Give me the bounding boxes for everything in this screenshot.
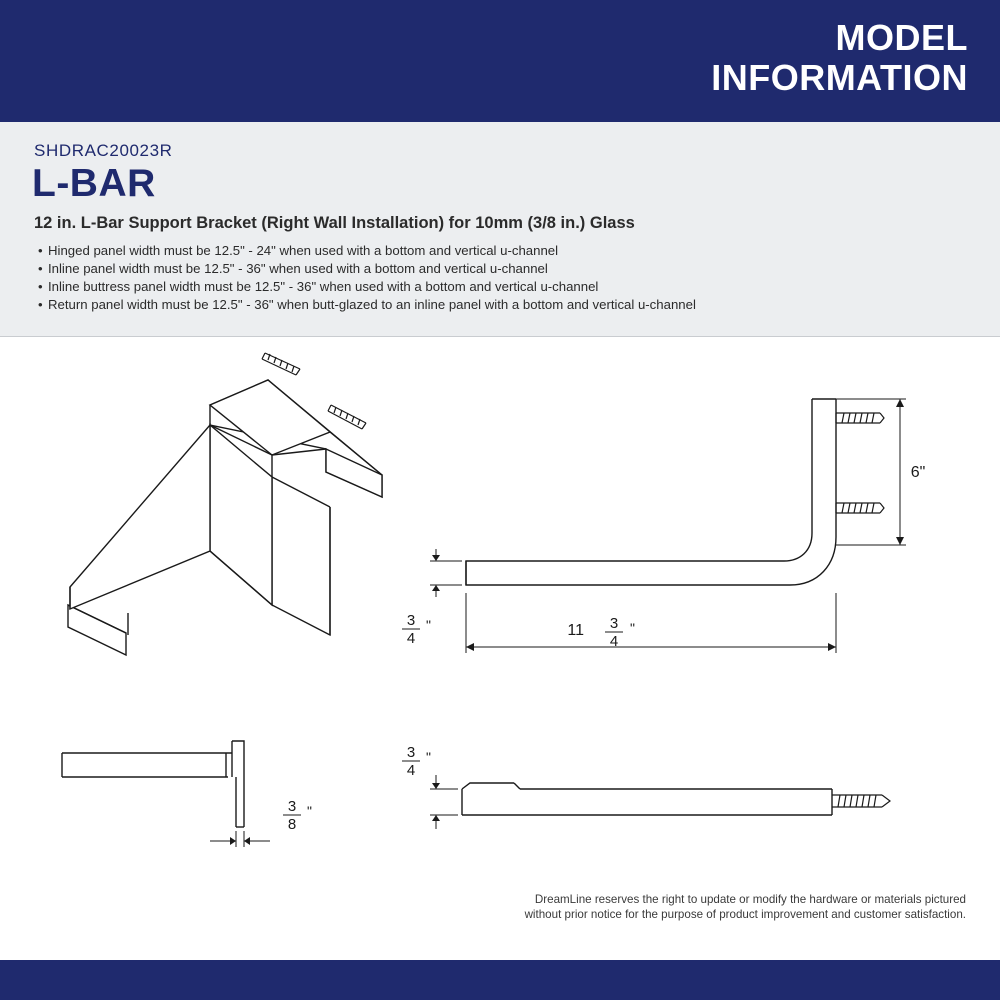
dimension-label-plan	[402, 744, 431, 779]
dimension-label-top-view	[283, 798, 312, 833]
isometric-view	[68, 353, 382, 655]
list-item: • Inline buttress panel width must be 12.5" - 36" when used with a bottom and vertical u-channel	[48, 278, 696, 296]
page-header	[0, 0, 1000, 122]
dimension-denominator: 8	[287, 816, 297, 833]
dimension-label-horizontal	[567, 615, 635, 650]
dimension-plan-thickness	[430, 775, 458, 829]
disclaimer-line1: DreamLine reserves the right to update or modify the hardware or materials pictured	[534, 893, 966, 906]
drawing-svg	[0, 337, 1000, 930]
dimension-numerator: 3	[406, 744, 416, 761]
dimension-denominator: 4	[406, 762, 416, 779]
dimension-numerator: 3	[609, 615, 619, 632]
dimension-label-vertical: 6"	[910, 464, 926, 481]
screw-icon	[262, 353, 300, 375]
dimension-label-bar-thickness	[402, 612, 431, 647]
profile-view	[402, 399, 925, 653]
dimension-bar-thickness	[430, 549, 462, 597]
product-bullet-list	[48, 242, 696, 314]
disclaimer-line2: without prior notice for the purpose of product improvement and customer satisfaction.	[524, 908, 966, 921]
page-title: L-BAR	[32, 162, 156, 205]
dimension-unit: "	[426, 749, 431, 765]
product-description: 12 in. L-Bar Support Bracket (Right Wall Installation) for 10mm (3/8 in.) Glass	[34, 214, 635, 232]
dimension-top-view-thickness	[210, 831, 270, 847]
screw-icon	[328, 405, 366, 429]
dimension-denominator: 4	[609, 633, 619, 650]
dimension-unit: "	[630, 620, 635, 636]
dimension-denominator: 4	[406, 630, 416, 647]
list-item: • Inline panel width must be 12.5" - 36" when used with a bottom and vertical u-channel	[48, 260, 696, 278]
plan-view	[402, 744, 890, 829]
dimension-unit: "	[426, 617, 431, 633]
dimension-numerator: 3	[287, 798, 297, 815]
dimension-numerator: 3	[406, 612, 416, 629]
dimension-unit: "	[307, 803, 312, 819]
header-title	[711, 18, 968, 98]
screw-icon	[832, 795, 890, 807]
technical-drawing-area	[0, 337, 1000, 930]
disclaimer	[406, 892, 966, 922]
page-footer	[0, 960, 1000, 1000]
header-title-line1: MODEL	[835, 17, 968, 58]
header-title-line2: INFORMATION	[711, 57, 968, 98]
product-sku: SHDRAC20023R	[34, 141, 173, 160]
dimension-whole: 11	[567, 622, 584, 639]
list-item: • Return panel width must be 12.5" - 36" when butt-glazed to an inline panel with a bottom and vertical u-channel	[48, 296, 696, 314]
top-view	[62, 741, 312, 847]
product-info-band	[0, 122, 1000, 337]
list-item: • Hinged panel width must be 12.5" - 24" when used with a bottom and vertical u-channel	[48, 242, 696, 260]
